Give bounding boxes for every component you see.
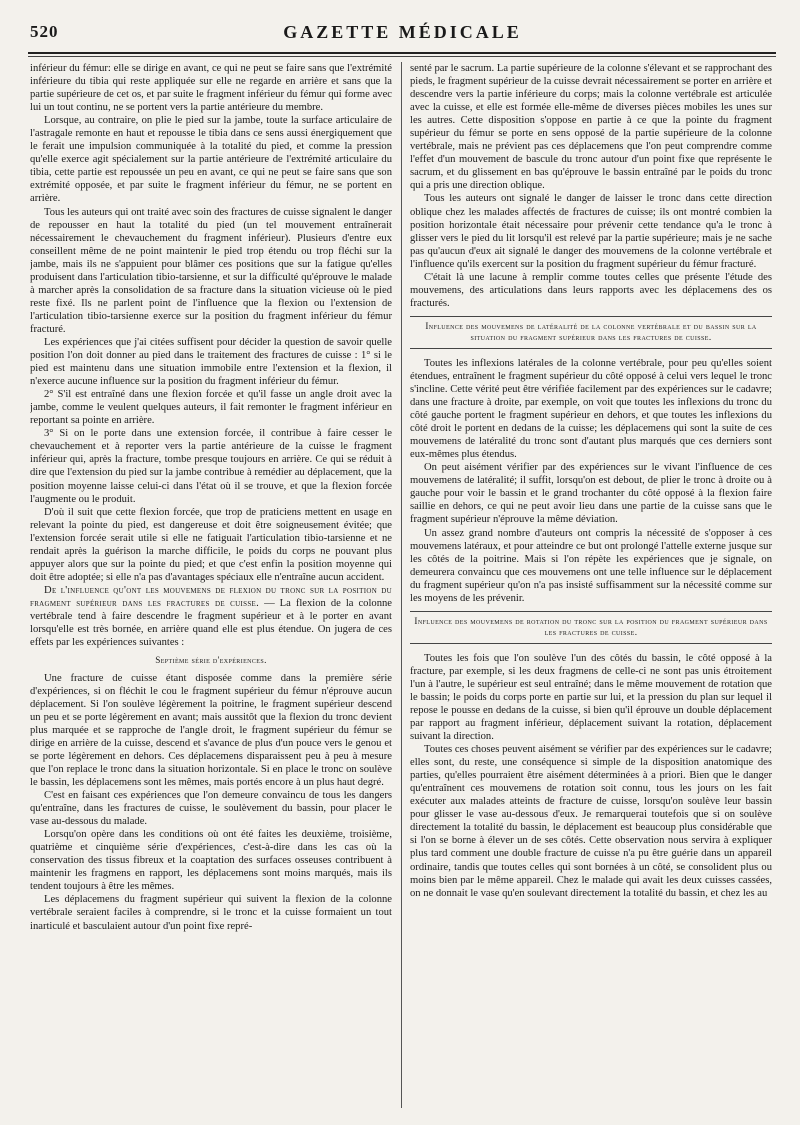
section-paragraph <box>30 584 392 649</box>
paragraph: Lorsque, au contraire, on plie le pied sur la jambe, toute la surface articulaire de l'astragale remonte en haut et repousse le tibia dans ce sens aussi énergiquement que le ferait une impulsion communiquée à la totalité du pied, et comme la pression qu'elle exerce agit spécialement sur la partie antérieure de l'extrémité articulaire du tibia, cette partie est repoussée un peu en avant, ce qui ne peut se faire sans que son extrémité opposée, et par suite le fragment inférieur du fémur, ne se portent en arrière. <box>30 115 392 205</box>
paragraph: senté par le sacrum. La partie supérieure de la colonne s'élevant et se rapprochant des pieds, le fragment supérieur de la cuisse devrait nécessairement se porter en arrière et descendre vers la partie inférieure du corps; mais la colonne vertébrale est articulée avec la cuisse, et elle est formée elle-même de diverses pièces mobiles les unes sur les autres. Cette disposition s'oppose en partie à ce que la pointe du fragment supérieur du fémur se porte en sens opposé de la partie supérieure de la colonne vertébrale, mais ne prévient pas ces déplacemens que l'on peut comprendre comme l'effet d'un mouvement de bascule du tronc autour d'un point fixe que représente le sacrum, et du glissement en bas qu'éprouve le bassin entraîné par le poids du tronc qui a pris une direction oblique. <box>410 63 772 192</box>
paragraph: 2° S'il est entraîné dans une flexion forcée et qu'il fasse un angle droit avec la jambe, comme le veulent quelques auteurs, il fait remonter le fragment inférieur en reportant sa pointe en arrière. <box>30 389 392 427</box>
paragraph: 3° Si on le porte dans une extension forcée, il contribue à faire cesser le chevauchement et à reporter vers la partie antérieure de la cuisse le fragment inférieur qui, après la fracture, tombe presque toujours en arrière. Ce qui se réduit à dire que l'extension du pied sur la jambe contribue à remédier au déplacement, que la position moyenne laisse celui-ci dans l'état où il se trouve, et que la flexion forcée l'augmente ou le produit. <box>30 428 392 505</box>
column-divider <box>401 62 402 1108</box>
paragraph: Les expériences que j'ai citées suffisent pour décider la question de savoir quelle position l'on doit donner au pied dans le traitement des fractures de cuisse : 1° si le pied est maintenu dans une situation immobile entre l'extension et la flexion, il n'exerce aucune influence sur la position du fragment inférieur du fémur. <box>30 336 392 388</box>
series-heading: Septième série d'expériences. <box>155 655 267 666</box>
page-header <box>30 22 775 46</box>
section-heading: Influence des mouvemens de rotation du tronc sur la position du fragment supérieur dans les fractures de cuisse. <box>410 611 772 644</box>
section-heading: De l'influence qu'ont les mouvemens de flexion du tronc sur la position du fragment supérieur dans les fractures de cuisse. <box>30 584 392 609</box>
paragraph: Les déplacemens du fragment supérieur qui suivent la flexion de la colonne vertébrale seraient faciles à comprendre, si le tronc et la cuisse formaient un tout inarticulé et basculaient autour d'un point fixe repré- <box>30 894 392 932</box>
paragraph: C'était là une lacune à remplir comme toutes celles que présente l'étude des mouvemens, des articulations dans leurs rapports avec les déplacemens des os fracturés. <box>410 271 772 309</box>
paragraph: Tous les auteurs qui ont traité avec soin des fractures de cuisse signalent le danger de repousser en haut la totalité du pied (un tel mouvement entraînerait nécessairement le chevauchement du fragment inférieur). Plusieurs d'entre eux conseillent même de ne point maintenir le pied trop étendu ou trop fléchi sur la jambe, mais ils ne s'appuient pour blâmer ces positions que sur la fatigue qu'elles produisent dans l'articulation tibio-tarsienne, et sur la difficulté qu'éprouve le malade à marcher après la consolidation de sa fracture dans la situation vicieuse où le pied reste fixé. Ils ne parlent point de l'influence que la flexion ou l'extension de l'articulation tibio-tarsienne exerce sur la position du fragment inférieur du fémur fracturé. <box>30 206 392 335</box>
paragraph: inférieur du fémur: elle se dirige en avant, ce qui ne peut se faire sans que l'extrémité inférieure du tibia qui reste appliquée sur elle ne regarde en arrière et sans que la partie supérieure de cet os, et par suite le fragment inférieur du fémur qui forme avec lui un tout continu, ne se portent vers la partie antérieure du membre. <box>30 63 392 114</box>
header-rule-thin <box>28 56 776 57</box>
paragraph: On peut aisément vérifier par des expériences sur le vivant l'influence de ces mouvemens de latéralité; il suffit, lorsqu'on est debout, de plier le tronc à droite ou à gauche pour voir le bassin et le grand trochanter du côté opposé à la flexion faire saillie en dehors, ce qui ne peut avoir lieu dans une partie de la cuisse sans que le fragment supérieur n'éprouve la même déviation. <box>410 462 772 526</box>
paragraph: Toutes les fois que l'on soulève l'un des côtés du bassin, le côté opposé à la fracture, par exemple, si les deux fragmens de celle-ci ne sont pas unis étroitement l'un à l'autre, le supérieur est seul entraîné; dans le même mouvement de rotation que le bassin; le poids du corps porte en partie sur lui, et la pression du plan sur lequel il repose le pousse en dedans de la cuisse, si bien qu'il éprouve un double déplacement par rapport au fragment inférieur, déplacement suivant la rotation, déplacement suivant la direction. <box>410 652 772 743</box>
journal-title: GAZETTE MÉDICALE <box>283 22 522 42</box>
paragraph: C'est en faisant ces expériences que l'on demeure convaincu de tous les dangers qu'entraîne, dans les fractures de cuisse, le soulèvement du bassin, pour placer le vase au-dessous du malade. <box>30 790 392 828</box>
header-rule <box>28 52 776 54</box>
paragraph: D'où il suit que cette flexion forcée, que trop de praticiens mettent en usage en relevant la pointe du pied, est dangereuse et doit être soigneusement évitée; que l'extension forcée serait utile si elle ne fatiguait l'articulation tibio-tarsienne et ne rendait après la guérison la marche difficile, le poids du corps ne pouvant plus appuyer alors que sur la pointe du pied; et que c'est enfin la position moyenne qui doit être adoptée; si elle n'a pas d'avantages spéciaux elle n'entraîne aucun accident. <box>30 506 392 583</box>
paragraph: Une fracture de cuisse étant disposée comme dans la première série d'expériences, si on fléchit le cou le fragment supérieur du fémur n'éprouve aucun déplacement. Si l'on soulève légèrement la poitrine, le fragment supérieur descend un peu et se porte légèrement en avant; mais aussitôt que la flexion du tronc devient plus marquée et se rapproche de l'angle droit, le fragment supérieur du fémur se dirige en arrière de la cuisse, descend et s'avance de plus d'un pouce vers le genou et se porte légèrement en dehors. Ces déplacemens disparaissent peu à peu à mesure que l'on replace le tronc dans la situation horizontale. Si en place le tronc on soulève le bassin, les déplacemens sont les mêmes, mais portés encore à un plus haut degré. <box>30 672 392 788</box>
right-column <box>410 62 772 1112</box>
left-column <box>30 62 392 1112</box>
section-heading: Influence des mouvemens de latéralité de la colonne vertébrale et du bassin sur la situation du fragment supérieur dans les fractures de cuisse. <box>410 316 772 349</box>
section-text: — La flexion de la colonne vertébrale tend à faire descendre le fragment supérieur et à le porter en avant lorsqu'elle est très bornée, en arrière quand elle est plus étendue. On jugera de ces effets par les expériences suivantes : <box>30 597 392 649</box>
paragraph: Lorsqu'on opère dans les conditions où ont été faites les deuxième, troisième, quatrième et cinquième série d'expériences, c'est-à-dire dans les cas où la conservation des tissus fibreux et la coaptation des surfaces osseuses contribuent à maintenir les fragmens en rapport, les déplacemens sont moins marqués, mais ils tendent toujours à être les mêmes. <box>30 829 392 893</box>
paragraph: Un assez grand nombre d'auteurs ont compris la nécessité de s'opposer à ces mouvemens latéraux, et pour atteindre ce but ont prolongé l'attelle externe jusque sur les côtés de la poitrine. Mais si l'on répète les expériences que je signale, on demeurera convaincu que ces mouvemens ont une telle influence sur le déplacement du fragment supérieur qu'on n'a pas insisté suffisamment sur la nécessité comme sur les moyens de les prévenir. <box>410 527 772 604</box>
page-number: 520 <box>30 22 59 41</box>
paragraph: Tous les auteurs ont signalé le danger de laisser le tronc dans cette direction oblique chez les malades affectés de fractures de cuisse; ils ont montré combien la position horizontale était nécessaire pour prévenir cette tendance qu'a le tronc à glisser vers le pied du lit lorsqu'il est relevé par la partie supérieure; mais je ne sache pas qu'aucun d'eux ait signalé le danger des mouvemens de la colonne vertébrale et l'influence qu'ils exercent sur la position du fragment supérieur du fémur fracturé. <box>410 193 772 270</box>
paragraph: Toutes les inflexions latérales de la colonne vertébrale, pour peu qu'elles soient étendues, entraînent le fragment supérieur du côté opposé à celui vers lequel le tronc s'incline. Cette vérité peut être vérifiée facilement par des expériences sur le cadavre; dans une fracture à droite, par exemple, on voit que toutes les inflexions du tronc du côté gauche portent le fragment supérieur en dehors, et que toutes les inflexions du côté droit le portent en dedans de la cuisse; les déplacemens qui sont la suite de ces mouvemens de latéralité du tronc sont d'autant plus marqués que ces derniers sont eux-mêmes plus étendus. <box>410 357 772 461</box>
paragraph: Toutes ces choses peuvent aisément se vérifier par des expériences sur le cadavre; elles sont, du reste, une conséquence si simple de la disposition anatomique des parties, qu'elles pourraient être aisément déterminées à a priori. Bien que le danger qu'entraînent ces mouvemens de rotation soit connu, tous les jours on les fait exécuter aux malades atteints de fracture de cuisse, lorsqu'on soulève leur bassin pour glisser le vase au-dessous d'eux. Je remarquerai toutefois que si on soulève directement la totalité du bassin, le déplacement est beaucoup plus considérable que si l'on se borne à élever un de ses côtés. Cette observation nous servira à expliquer plus tard comment une double fracture de cuisse n'a pu être guérie dans un appareil ordinaire, tandis que toutes celles qui sont bornées à un côté, se consolident plus ou moins bien par le même appareil. Chez le malade qui avait les deux cuisses cassées, on ne donnait le vase qu'en soulevant directement la totalité du bassin, et chez les au <box>410 744 772 899</box>
